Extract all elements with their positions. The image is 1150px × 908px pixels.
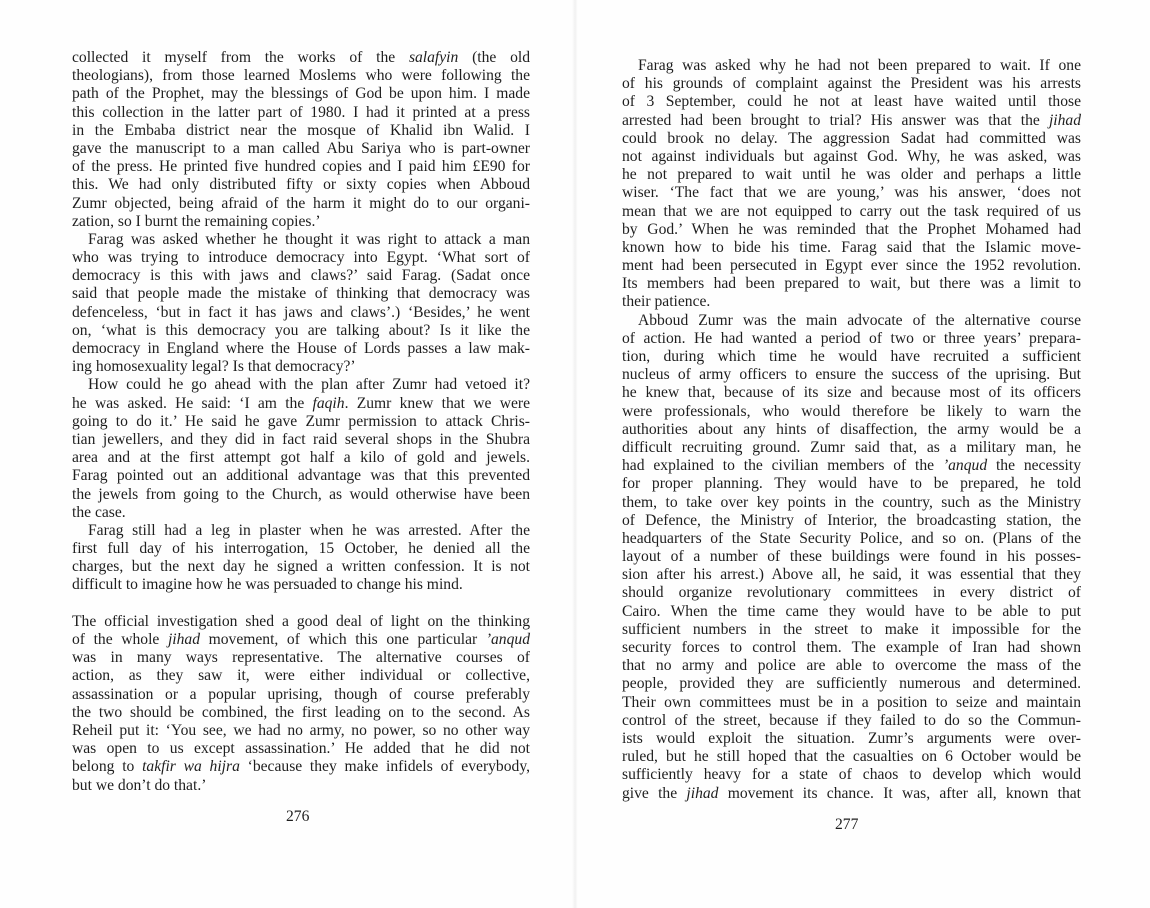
text-line: first full day of his interrogation, 15 October, he denied all the: [72, 540, 530, 558]
text-line: area and at the first attempt got half a kilo of gold and jewels.: [72, 449, 530, 467]
text-line: for proper planning. They would have to be prepared, he told: [622, 475, 1081, 493]
text-line: give the jihad movement its chance. It was, after all, known that: [622, 784, 1081, 802]
text-line: gave the manuscript to a man called Abu Sariya who is part-owner: [72, 139, 530, 157]
text-line: Farag pointed out an additional advantage was that this prevented: [72, 467, 530, 485]
paragraph: [72, 522, 530, 595]
text-line: he knew that, because of its size and because most of its officers: [622, 384, 1081, 402]
text-line: tian jewellers, and they did in fact raid several shops in the Shubra: [72, 430, 530, 448]
text-line: Reheil put it: ‘You see, we had no army, no power, so no other way: [72, 721, 530, 739]
text-line: was in many ways representative. The alternative courses of: [72, 649, 530, 667]
text-line: security forces to control them. The example of Iran had shown: [622, 639, 1081, 656]
paragraph: [72, 376, 530, 522]
text-line: mean that we are not equipped to carry out the task required of us: [622, 202, 1081, 220]
text-line: democracy in England where the House of Lords passes a law mak-: [72, 340, 530, 357]
text-line: ing homosexuality legal? Is that democracy?’: [72, 358, 356, 376]
text-line: Zumr objected, being afraid of the harm it might do to our organi-: [72, 194, 530, 212]
text-line: Farag still had a leg in plaster when he was arrested. After the: [88, 521, 530, 539]
text-line: of his grounds of complaint against the President was his arrests: [622, 75, 1081, 93]
text-line: Farag was asked whether he thought it was right to attack a man: [88, 230, 530, 248]
text-line: the jewels from going to the Church, as would otherwise have been: [72, 485, 530, 503]
right-page: [575, 0, 1150, 908]
text-line: ruled, but he still hoped that the casualties on 6 October would be: [622, 748, 1081, 766]
text-line: should organize revolutionary committees in every district of: [622, 584, 1081, 602]
paragraph-gap: [72, 595, 530, 613]
text-line: layout of a number of these buildings were found in his posses-: [622, 548, 1081, 566]
text-line: had explained to the civilian members of the ’anqud the necessity: [622, 457, 1081, 475]
text-line: them, to take over key points in the country, such as the Ministry: [622, 493, 1081, 511]
text-line: control of the street, because if they failed to do so the Commun-: [622, 711, 1081, 729]
text-line: was open to us except assassination.’ He added that he did not: [72, 740, 530, 758]
text-line: zation, so I burnt the remaining copies.’: [72, 212, 321, 230]
paragraph: [622, 57, 1081, 312]
text-line: in the Embaba district near the mosque of Khalid ibn Walid. I: [72, 121, 530, 139]
text-line: difficult recruiting ground. Zumr said that, as a military man, he: [622, 438, 1081, 456]
text-line: path of the Prophet, may the blessings of God be upon him. I made: [72, 85, 530, 103]
paragraph: [72, 613, 530, 795]
text-line: said that people made the mistake of thinking that democracy was: [72, 285, 530, 303]
text-line: known how to bide his time. Farag said that the Islamic move-: [622, 238, 1081, 256]
text-line: their patience.: [622, 293, 711, 311]
paragraph: [622, 312, 1081, 803]
text-line: sion after his arrest.) Above all, he said, it was essential that they: [622, 566, 1081, 584]
text-line: but we don’t do that.’: [72, 776, 207, 794]
left-page-text: [72, 49, 530, 795]
paragraph: [72, 49, 530, 231]
paragraph: [72, 231, 530, 377]
text-line: of the press. He printed five hundred copies and I paid him £E90 for: [72, 158, 530, 176]
text-line: Abboud Zumr was the main advocate of the alternative course: [638, 311, 1081, 329]
text-line: who was trying to introduce democracy into Egypt. ‘What sort of: [72, 249, 530, 267]
text-line: of 3 September, could he not at least have waited until those: [622, 93, 1081, 111]
text-line: of action. He had wanted a period of two or three years’ prepara-: [622, 329, 1081, 347]
text-line: the two should be combined, the first leading on to the second. As: [72, 703, 530, 721]
text-line: Farag was asked why he had not been prepared to wait. If one: [638, 57, 1081, 74]
text-line: Its members had been prepared to wait, but there was a limit to: [622, 275, 1081, 293]
text-line: arrested had been brought to trial? His answer was that the jihad: [622, 111, 1081, 129]
text-line: this collection in the latter part of 1980. I had it printed at a press: [72, 103, 530, 121]
text-line: tion, during which time he would have recruited a sufficient: [622, 348, 1081, 365]
text-line: belong to takfir wa hijra ‘because they make infidels of everybody,: [72, 758, 531, 776]
text-line: not against individuals but against God. Why, he was asked, was: [622, 147, 1081, 165]
text-line: were professionals, who would therefore be likely to warn the: [622, 402, 1081, 420]
text-line: wiser. ‘The fact that we are young,’ was his answer, ‘does not: [622, 184, 1081, 202]
text-line: ists would exploit the situation. Zumr’s arguments were over-: [622, 729, 1081, 747]
text-line: democracy is this with jaws and claws?’ said Farag. (Sadat once: [72, 267, 530, 285]
text-line: authorities about any hints of disaffection, the army would be a: [622, 420, 1081, 438]
text-line: How could he go ahead with the plan after Zumr had vetoed it?: [88, 376, 530, 394]
text-line: people, provided they are sufficiently numerous and determined.: [622, 675, 1081, 693]
text-line: collected it myself from the works of the salafyin (the old: [72, 49, 531, 66]
text-line: nucleus of army officers to ensure the success of the uprising. But: [622, 366, 1081, 384]
text-line: charges, but the next day he signed a written confession. It is not: [72, 558, 530, 576]
text-line: he not prepared to wait until he was older and perhaps a little: [622, 166, 1081, 184]
text-line: theologians), from those learned Moslems who were following the: [72, 67, 530, 85]
text-line: sufficient numbers in the street to make it impossible for the: [622, 620, 1081, 638]
text-line: difficult to imagine how he was persuaded to change his mind.: [72, 576, 463, 594]
text-line: the case.: [72, 503, 126, 521]
text-line: action, as they saw it, were either individual or collective,: [72, 667, 530, 685]
text-line: of the whole jihad movement, of which this one particular ’anqud: [72, 631, 530, 648]
text-line: The official investigation shed a good deal of light on the thinking: [72, 612, 530, 630]
left-page-number: 276: [286, 808, 310, 825]
right-page-text: [622, 57, 1081, 803]
text-line: Cairo. When the time came they would have to be able to put: [622, 602, 1081, 620]
text-line: assassination or a popular uprising, though of course preferably: [72, 685, 530, 703]
text-line: going to do it.’ He said he gave Zumr permission to attack Chris-: [72, 412, 530, 430]
text-line: that no army and police are able to overcome the mass of the: [622, 657, 1081, 675]
text-line: on, ‘what is this democracy you are talking about? Is it like the: [72, 321, 530, 339]
text-line: by God.’ When he was reminded that the Prophet Mohamed had: [622, 220, 1081, 238]
text-line: headquarters of the State Security Police, and so on. (Plans of the: [622, 529, 1081, 547]
text-line: of Defence, the Ministry of Interior, the broadcasting station, the: [622, 511, 1081, 529]
text-line: ment had been persecuted in Egypt ever since the 1952 revolution.: [622, 257, 1081, 275]
text-line: could brook no delay. The aggression Sadat had committed was: [622, 129, 1081, 147]
right-page-number: 277: [835, 816, 859, 833]
text-line: he was asked. He said: ‘I am the faqih. Zumr knew that we were: [72, 394, 530, 412]
text-line: sufficiently heavy for a state of chaos to develop which would: [622, 766, 1081, 784]
text-line: defenceless, ‘but in fact it has jaws and claws’.) ‘Besides,’ he went: [72, 303, 530, 321]
text-line: Their own committees must be in a position to seize and maintain: [622, 693, 1081, 711]
text-line: this. We had only distributed fifty or sixty copies when Abboud: [72, 176, 530, 194]
